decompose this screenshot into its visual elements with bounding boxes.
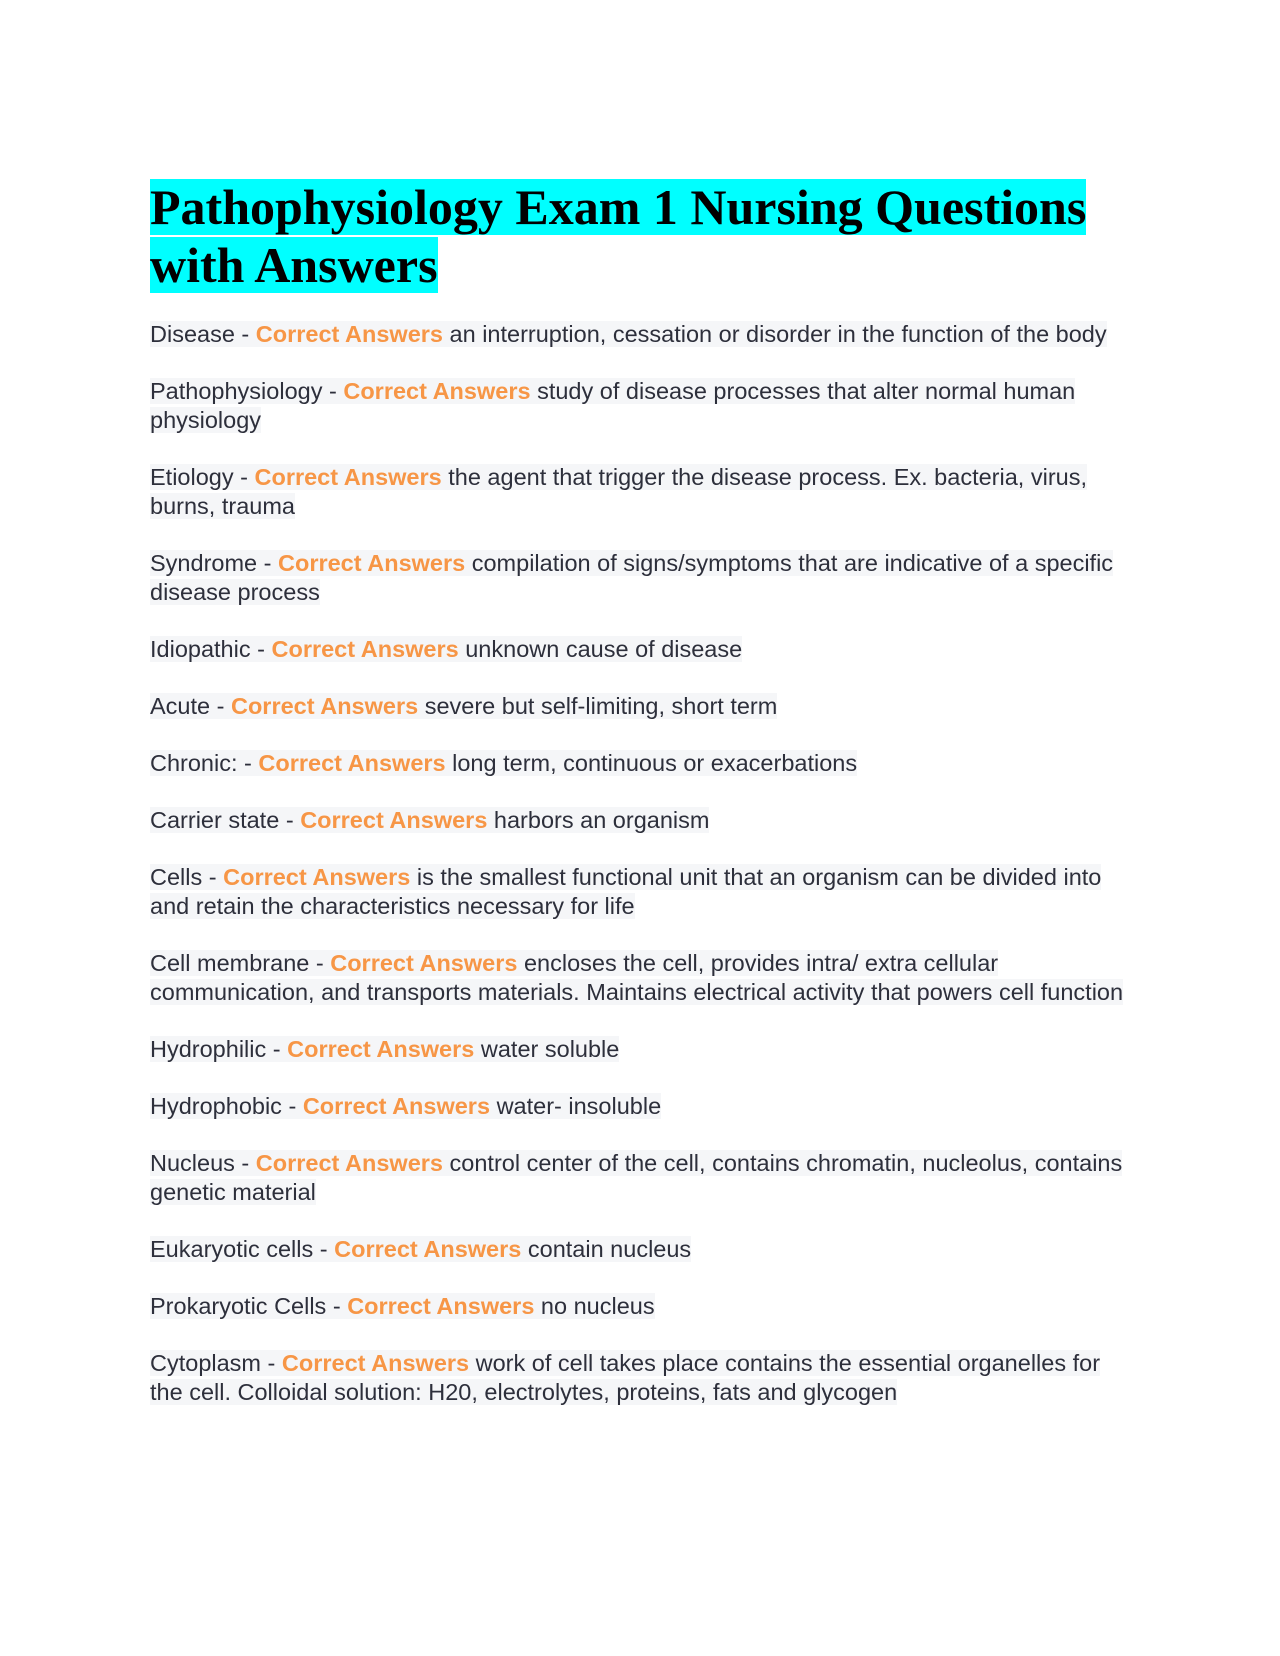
answer-label: Correct Answers	[287, 1036, 475, 1062]
entry-highlight	[150, 1036, 619, 1062]
entry-highlight	[150, 550, 1113, 605]
entry-cytoplasm	[150, 1349, 1130, 1407]
entry-carrier-state	[150, 806, 1130, 835]
entry-idiopathic	[150, 635, 1130, 664]
entry-term: Hydrophobic	[150, 1093, 282, 1119]
entry-highlight	[150, 1236, 691, 1262]
answer-label: Correct Answers	[302, 1093, 491, 1119]
page-title	[150, 178, 1130, 294]
answer-label: Correct Answers	[255, 321, 443, 347]
entry-highlight	[150, 464, 1087, 519]
answer-label: Correct Answers	[281, 1350, 470, 1376]
answer-label: Correct Answers	[300, 807, 488, 833]
entry-term: Chronic:	[150, 750, 238, 776]
entry-term: Acute	[150, 693, 211, 719]
entry-definition: unknown cause of disease	[465, 636, 743, 662]
entry-definition: long term, continuous or exacerbations	[452, 750, 858, 776]
entry-definition: water- insoluble	[496, 1093, 662, 1119]
entry-definition: severe but self-limiting, short term	[424, 693, 778, 719]
entry-cells	[150, 863, 1130, 921]
answer-label: Correct Answers	[271, 636, 459, 662]
entry-eukaryotic-cells	[150, 1235, 1130, 1264]
answer-label: Correct Answers	[258, 750, 446, 776]
answer-label: Correct Answers	[254, 464, 442, 490]
entry-acute	[150, 692, 1130, 721]
entry-term: Cells	[150, 864, 203, 890]
entry-separator: -	[261, 1350, 282, 1376]
entry-separator: -	[233, 464, 255, 490]
entry-separator: -	[279, 807, 301, 833]
entry-highlight	[150, 1150, 1122, 1205]
entry-definition: work of cell takes place contains the essential organelles for the cell. Colloidal solution: H20, electrolytes, proteins, fats and glycogen	[150, 1350, 1101, 1405]
answer-label: Correct Answers	[343, 378, 531, 404]
entry-highlight	[150, 693, 777, 719]
entry-term: Pathophysiology	[150, 378, 323, 404]
entry-separator: -	[313, 1236, 335, 1262]
entry-separator: -	[281, 1093, 303, 1119]
answer-label: Correct Answers	[255, 1150, 443, 1176]
entry-definition: control center of the cell, contains chromatin, nucleolus, contains genetic material	[150, 1150, 1123, 1205]
entry-highlight	[150, 1093, 661, 1119]
entry-term: Etiology	[150, 464, 234, 490]
entry-chronic	[150, 749, 1130, 778]
entry-highlight	[150, 807, 709, 833]
entry-highlight	[150, 1350, 1100, 1405]
entry-separator: -	[309, 950, 331, 976]
entry-highlight	[150, 950, 1123, 1005]
entry-term: Syndrome	[150, 550, 258, 576]
entry-definition: compilation of signs/symptoms that are indicative of a specific disease process	[150, 550, 1114, 605]
entry-definition: water soluble	[480, 1036, 620, 1062]
entry-definition: no nucleus	[540, 1293, 655, 1319]
entry-highlight	[150, 750, 857, 776]
entry-prokaryotic-cells	[150, 1292, 1130, 1321]
entry-cell-membrane	[150, 949, 1130, 1007]
entry-term: Cell membrane	[150, 950, 310, 976]
entry-hydrophilic	[150, 1035, 1130, 1064]
entry-definition: is the smallest functional unit that an organism can be divided into and retain the characteristics necessary for life	[150, 864, 1102, 919]
entry-highlight	[150, 636, 742, 662]
entry-highlight	[150, 321, 1107, 347]
answer-label: Correct Answers	[347, 1293, 535, 1319]
answer-label: Correct Answers	[330, 950, 518, 976]
entry-separator: -	[237, 750, 259, 776]
entry-separator: -	[322, 378, 344, 404]
entry-definition: the agent that trigger the disease process. Ex. bacteria, virus, burns, trauma	[150, 464, 1087, 519]
entry-term: Nucleus	[150, 1150, 235, 1176]
entry-definition: encloses the cell, provides intra/ extra cellular communication, and transports materials. Maintains electrical activity that powers cell function	[150, 950, 1124, 1005]
entry-highlight	[150, 1293, 655, 1319]
entry-hydrophobic	[150, 1092, 1130, 1121]
entry-term: Eukaryotic cells	[150, 1236, 314, 1262]
document-body	[150, 178, 1130, 1435]
entry-etiology	[150, 463, 1130, 521]
entry-definition: harbors an organism	[493, 807, 710, 833]
answer-label: Correct Answers	[230, 693, 419, 719]
entry-separator: -	[234, 321, 256, 347]
entry-separator: -	[266, 1036, 288, 1062]
entry-highlight	[150, 378, 1075, 433]
entry-term: Hydrophilic	[150, 1036, 267, 1062]
entry-term: Carrier state	[150, 807, 280, 833]
entry-definition: study of disease processes that alter normal human physiology	[150, 378, 1076, 433]
entry-disease	[150, 320, 1130, 349]
entry-definition: contain nucleus	[527, 1236, 692, 1262]
answer-label: Correct Answers	[278, 550, 466, 576]
entry-term: Prokaryotic Cells	[150, 1293, 327, 1319]
entry-highlight	[150, 864, 1101, 919]
answer-label: Correct Answers	[334, 1236, 522, 1262]
page-title-text: Pathophysiology Exam 1 Nursing Questions with Answers	[150, 179, 1087, 293]
entry-syndrome	[150, 549, 1130, 607]
entry-term: Idiopathic	[150, 636, 251, 662]
entry-separator: -	[250, 636, 272, 662]
entry-pathophysiology	[150, 377, 1130, 435]
entry-separator: -	[326, 1293, 348, 1319]
entry-separator: -	[234, 1150, 256, 1176]
entry-separator: -	[210, 693, 231, 719]
entry-definition: an interruption, cessation or disorder in the function of the body	[449, 321, 1107, 347]
entry-separator: -	[257, 550, 278, 576]
entry-separator: -	[202, 864, 224, 890]
entry-term: Disease	[150, 321, 235, 347]
answer-label: Correct Answers	[223, 864, 411, 890]
entry-term: Cytoplasm	[150, 1350, 262, 1376]
entry-nucleus	[150, 1149, 1130, 1207]
